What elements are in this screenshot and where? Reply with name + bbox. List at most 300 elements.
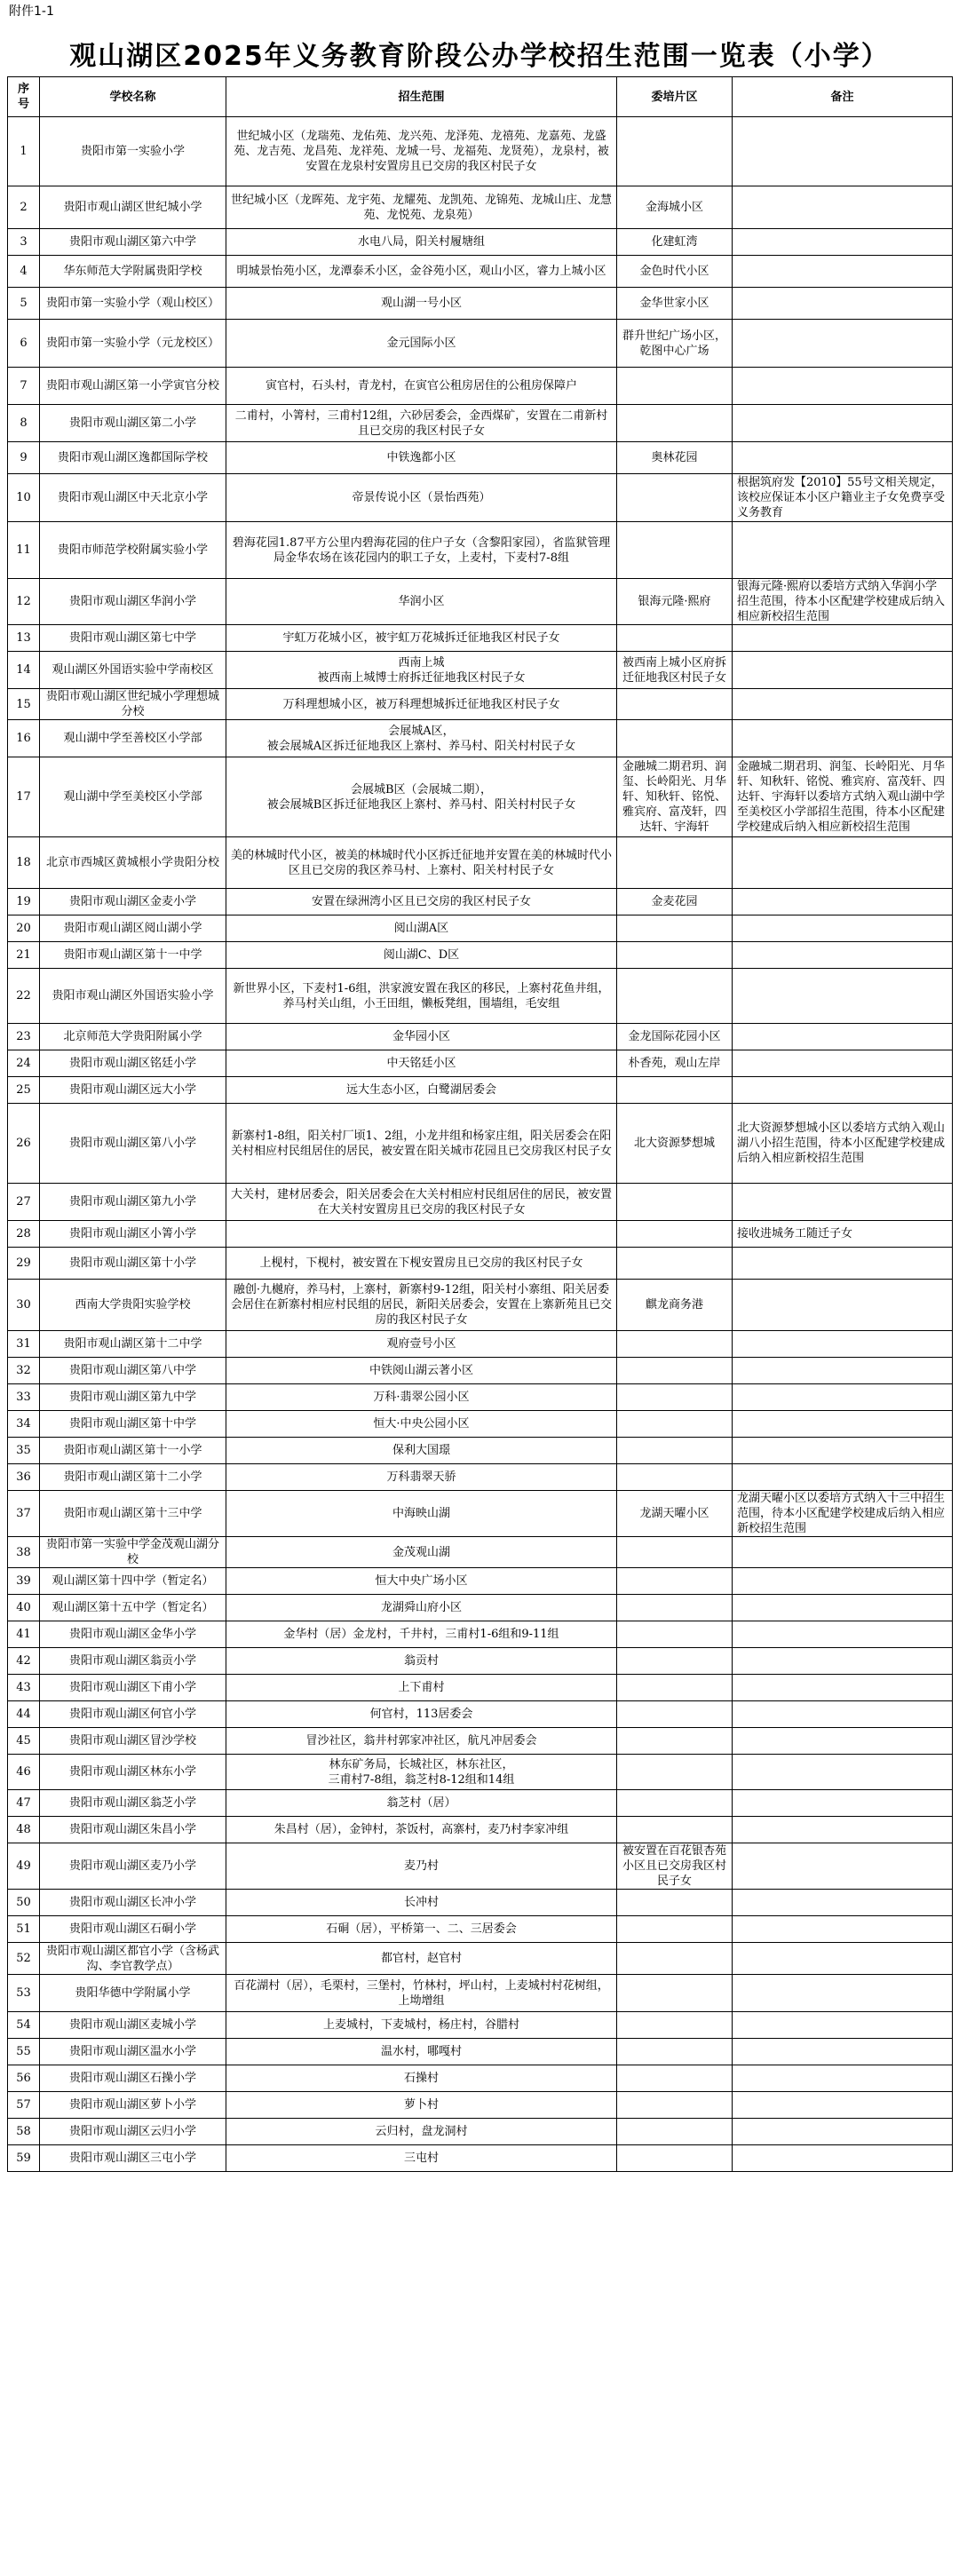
table-row xyxy=(8,1537,953,1568)
cell-area: 金麦花园 xyxy=(617,889,733,915)
cell-note xyxy=(733,1184,953,1221)
cell-note xyxy=(733,1464,953,1491)
cell-no: 11 xyxy=(8,522,40,579)
cell-school: 贵阳市观山湖区麦乃小学 xyxy=(40,1843,226,1890)
table-row xyxy=(8,368,953,405)
cell-area xyxy=(617,1755,733,1790)
cell-note xyxy=(733,1790,953,1817)
cell-scope: 金华园小区 xyxy=(226,1024,617,1050)
cell-school: 贵阳市第一实验中学金茂观山湖分校 xyxy=(40,1537,226,1568)
table-row xyxy=(8,2119,953,2145)
cell-note xyxy=(733,837,953,889)
table-row xyxy=(8,1384,953,1411)
cell-school: 贵阳市观山湖区金华小学 xyxy=(40,1621,226,1648)
cell-area xyxy=(617,1728,733,1755)
cell-school: 贵阳市观山湖区都官小学（含杨武沟、李官教学点） xyxy=(40,1943,226,1975)
cell-scope: 长冲村 xyxy=(226,1890,617,1916)
table-row xyxy=(8,1077,953,1104)
cell-note: 根据筑府发【2010】55号文相关规定，该校应保证本小区户籍业主子女免费享受义务教育 xyxy=(733,474,953,522)
table-row xyxy=(8,652,953,689)
table-row xyxy=(8,1331,953,1358)
cell-no: 41 xyxy=(8,1621,40,1648)
cell-note xyxy=(733,1621,953,1648)
cell-area xyxy=(617,1975,733,2012)
cell-note: 金融城二期君玥、润玺、长岭阳光、月华轩、知秋轩、铭悦、雅宾府、富茂轩、四达轩、宇海轩以委培方式纳入观山湖中学至美校区小学部招生范围，待本小区配建学校建成后纳入相应新校招生范围 xyxy=(733,757,953,837)
cell-scope: 石操村 xyxy=(226,2065,617,2092)
cell-school: 贵阳市观山湖区第八中学 xyxy=(40,1358,226,1384)
cell-scope: 观山湖一号小区 xyxy=(226,288,617,320)
cell-scope: 中铁阅山湖云著小区 xyxy=(226,1358,617,1384)
cell-note xyxy=(733,1024,953,1050)
cell-area xyxy=(617,2092,733,2119)
table-row xyxy=(8,1943,953,1975)
table-row xyxy=(8,1916,953,1943)
table-row xyxy=(8,579,953,625)
cell-scope: 万科·翡翠公园小区 xyxy=(226,1384,617,1411)
cell-note xyxy=(733,625,953,652)
cell-no: 9 xyxy=(8,442,40,474)
cell-area xyxy=(617,1648,733,1675)
cell-note xyxy=(733,1890,953,1916)
cell-scope: 西南上城 被西南上城博士府拆迁征地我区村民子女 xyxy=(226,652,617,689)
cell-note xyxy=(733,117,953,186)
cell-school: 贵阳市观山湖区第十二中学 xyxy=(40,1331,226,1358)
cell-no: 22 xyxy=(8,969,40,1024)
cell-school: 贵阳市观山湖区温水小学 xyxy=(40,2039,226,2065)
cell-area xyxy=(617,474,733,522)
cell-scope: 寅官村，石头村，青龙村，在寅官公租房居住的公租房保障户 xyxy=(226,368,617,405)
table-row xyxy=(8,1248,953,1280)
cell-area xyxy=(617,1331,733,1358)
cell-area xyxy=(617,1411,733,1438)
cell-note xyxy=(733,1280,953,1331)
table-row xyxy=(8,837,953,889)
cell-school: 贵阳市观山湖区萝卜小学 xyxy=(40,2092,226,2119)
cell-scope: 恒大·中央公园小区 xyxy=(226,1411,617,1438)
cell-school: 贵阳市观山湖区第十小学 xyxy=(40,1248,226,1280)
cell-scope: 帝景传说小区（景怡西苑） xyxy=(226,474,617,522)
table-row xyxy=(8,256,953,288)
cell-note xyxy=(733,969,953,1024)
cell-scope: 大关村，建材居委会，阳关居委会在大关村相应村民组居住的居民，被安置在大关村安置房且已交房的我区村民子女 xyxy=(226,1184,617,1221)
cell-school: 贵阳市观山湖区第一小学寅官分校 xyxy=(40,368,226,405)
cell-note xyxy=(733,652,953,689)
cell-area xyxy=(617,1790,733,1817)
cell-school: 贵阳市第一实验小学（观山校区） xyxy=(40,288,226,320)
cell-scope: 观府壹号小区 xyxy=(226,1331,617,1358)
cell-area xyxy=(617,1916,733,1943)
table-row xyxy=(8,1890,953,1916)
cell-no: 48 xyxy=(8,1817,40,1843)
table-row xyxy=(8,117,953,186)
cell-no: 27 xyxy=(8,1184,40,1221)
cell-area: 金海城小区 xyxy=(617,186,733,229)
cell-note xyxy=(733,1248,953,1280)
cell-area xyxy=(617,1595,733,1621)
cell-area xyxy=(617,1890,733,1916)
cell-area xyxy=(617,1943,733,1975)
cell-no: 54 xyxy=(8,2012,40,2039)
cell-no: 30 xyxy=(8,1280,40,1331)
cell-scope: 冒沙社区，翁井村郭家冲社区，航凡冲居委会 xyxy=(226,1728,617,1755)
cell-school: 观山湖中学至善校区小学部 xyxy=(40,720,226,757)
cell-note xyxy=(733,720,953,757)
cell-school: 贵阳市观山湖区第九小学 xyxy=(40,1184,226,1221)
cell-area: 奥林花园 xyxy=(617,442,733,474)
cell-area xyxy=(617,1384,733,1411)
cell-scope: 萝卜村 xyxy=(226,2092,617,2119)
cell-note xyxy=(733,2065,953,2092)
cell-no: 16 xyxy=(8,720,40,757)
cell-area xyxy=(617,1817,733,1843)
table-row xyxy=(8,288,953,320)
cell-school: 观山湖区第十四中学（暂定名） xyxy=(40,1568,226,1595)
cell-area xyxy=(617,1675,733,1701)
cell-note xyxy=(733,2012,953,2039)
cell-no: 51 xyxy=(8,1916,40,1943)
cell-area xyxy=(617,1184,733,1221)
cell-area xyxy=(617,2039,733,2065)
cell-no: 20 xyxy=(8,915,40,942)
table-row xyxy=(8,1184,953,1221)
cell-school: 贵阳市观山湖区朱昌小学 xyxy=(40,1817,226,1843)
cell-school: 贵阳市观山湖区世纪城小学 xyxy=(40,186,226,229)
cell-note xyxy=(733,1384,953,1411)
cell-area: 朴香苑，观山左岸 xyxy=(617,1050,733,1077)
cell-scope: 安置在绿洲湾小区且已交房的我区村民子女 xyxy=(226,889,617,915)
cell-no: 44 xyxy=(8,1701,40,1728)
cell-school: 北京师范大学贵阳附属小学 xyxy=(40,1024,226,1050)
cell-school: 贵阳市观山湖区第十三中学 xyxy=(40,1491,226,1537)
cell-scope: 新寨村1-8组，阳关村厂顷1、2组，小龙井组和杨家庄组，阳关居委会在阳关村相应村民组居住的居民，被安置在阳关城市花园且已交房我区村民子女 xyxy=(226,1104,617,1184)
cell-no: 56 xyxy=(8,2065,40,2092)
cell-school: 贵阳华德中学附属小学 xyxy=(40,1975,226,2012)
cell-no: 33 xyxy=(8,1384,40,1411)
table-row xyxy=(8,1675,953,1701)
cell-school: 贵阳市观山湖区第二小学 xyxy=(40,405,226,442)
cell-area xyxy=(617,117,733,186)
cell-school: 贵阳市观山湖区金麦小学 xyxy=(40,889,226,915)
cell-no: 39 xyxy=(8,1568,40,1595)
cell-note xyxy=(733,1438,953,1464)
table-row xyxy=(8,522,953,579)
table-row xyxy=(8,1491,953,1537)
cell-school: 贵阳市观山湖区第十一中学 xyxy=(40,942,226,969)
cell-area: 金华世家小区 xyxy=(617,288,733,320)
cell-school: 贵阳市观山湖区外国语实验小学 xyxy=(40,969,226,1024)
cell-no: 13 xyxy=(8,625,40,652)
cell-area xyxy=(617,368,733,405)
cell-note xyxy=(733,1358,953,1384)
cell-scope: 金华村（居）金龙村，千井村，三甫村1-6组和9-11组 xyxy=(226,1621,617,1648)
cell-scope: 保利大国璟 xyxy=(226,1438,617,1464)
cell-school: 贵阳市观山湖区第九中学 xyxy=(40,1384,226,1411)
cell-note xyxy=(733,1817,953,1843)
cell-note xyxy=(733,1568,953,1595)
cell-no: 35 xyxy=(8,1438,40,1464)
cell-area xyxy=(617,2119,733,2145)
cell-school: 观山湖区第十五中学（暂定名） xyxy=(40,1595,226,1621)
cell-school: 观山湖区外国语实验中学南校区 xyxy=(40,652,226,689)
cell-area: 金融城二期君玥、润玺、长岭阳光、月华轩、知秋轩、铭悦、雅宾府、富茂轩，四达轩、宇海轩 xyxy=(617,757,733,837)
table-row xyxy=(8,442,953,474)
table-row xyxy=(8,1104,953,1184)
table-row xyxy=(8,1975,953,2012)
cell-scope: 万科理想城小区，被万科理想城拆迁征地我区村民子女 xyxy=(226,689,617,720)
cell-no: 17 xyxy=(8,757,40,837)
cell-area xyxy=(617,689,733,720)
cell-no: 32 xyxy=(8,1358,40,1384)
cell-school: 贵阳市观山湖区中天北京小学 xyxy=(40,474,226,522)
cell-scope: 龙湖舜山府小区 xyxy=(226,1595,617,1621)
cell-no: 37 xyxy=(8,1491,40,1537)
cell-school: 贵阳市观山湖区逸都国际学校 xyxy=(40,442,226,474)
cell-note xyxy=(733,942,953,969)
table-row xyxy=(8,1648,953,1675)
cell-no: 15 xyxy=(8,689,40,720)
cell-no: 5 xyxy=(8,288,40,320)
table-row xyxy=(8,1817,953,1843)
table-row xyxy=(8,1358,953,1384)
cell-no: 1 xyxy=(8,117,40,186)
table-row xyxy=(8,2092,953,2119)
cell-note xyxy=(733,1843,953,1890)
cell-school: 贵阳市观山湖区林东小学 xyxy=(40,1755,226,1790)
cell-scope: 林东矿务局，长城社区，林东社区， 三甫村7-8组，翁芝村8-12组和14组 xyxy=(226,1755,617,1790)
cell-area xyxy=(617,1537,733,1568)
cell-school: 贵阳市观山湖区第六中学 xyxy=(40,229,226,256)
cell-scope: 恒大中央广场小区 xyxy=(226,1568,617,1595)
cell-note xyxy=(733,1411,953,1438)
cell-note: 龙湖天曜小区以委培方式纳入十三中招生范围，待本小区配建学校建成后纳入相应新校招生范围 xyxy=(733,1491,953,1537)
cell-area xyxy=(617,1568,733,1595)
cell-note xyxy=(733,442,953,474)
cell-school: 贵阳市观山湖区冒沙学校 xyxy=(40,1728,226,1755)
cell-note xyxy=(733,1648,953,1675)
cell-scope: 石硐（居），平桥第一、二、三居委会 xyxy=(226,1916,617,1943)
cell-area xyxy=(617,1438,733,1464)
cell-area xyxy=(617,720,733,757)
cell-note xyxy=(733,1728,953,1755)
table-row xyxy=(8,1595,953,1621)
cell-scope: 阅山湖A区 xyxy=(226,915,617,942)
cell-note xyxy=(733,186,953,229)
cell-scope: 融创·九樾府，养马村，上寨村，新寨村9-12组，阳关村小寨组、阳关居委会居住在新寨村相应村民组的居民，新阳关居委会，安置在上寨新苑且已交房的我区村民子女 xyxy=(226,1280,617,1331)
table-row xyxy=(8,915,953,942)
cell-school: 贵阳市观山湖区第十中学 xyxy=(40,1411,226,1438)
cell-scope: 新世界小区，下麦村1-6组，洪家渡安置在我区的移民，上寨村花鱼井组，养马村关山组，小王田组，懒板凳组，围墙组，毛安组 xyxy=(226,969,617,1024)
cell-scope: 万科翡翠天骄 xyxy=(226,1464,617,1491)
cell-no: 53 xyxy=(8,1975,40,2012)
cell-school: 贵阳市观山湖区第十一小学 xyxy=(40,1438,226,1464)
cell-area: 群升世纪广场小区，乾图中心广场 xyxy=(617,320,733,368)
table-row xyxy=(8,1755,953,1790)
cell-note xyxy=(733,689,953,720)
cell-scope: 会展城B区（会展城二期）， 被会展城B区拆迁征地我区上寨村、养马村、阳关村村民子女 xyxy=(226,757,617,837)
header-no: 序号 xyxy=(8,77,40,117)
table-row xyxy=(8,320,953,368)
table-row xyxy=(8,2039,953,2065)
cell-area xyxy=(617,1621,733,1648)
cell-scope: 中海映山湖 xyxy=(226,1491,617,1537)
cell-school: 贵阳市观山湖区下甫小学 xyxy=(40,1675,226,1701)
cell-scope: 朱昌村（居），金钟村，茶饭村，高寨村，麦乃村李家冲组 xyxy=(226,1817,617,1843)
cell-area xyxy=(617,915,733,942)
page-title: 观山湖区2025年义务教育阶段公办学校招生范围一览表（小学） xyxy=(69,41,890,72)
table-row xyxy=(8,405,953,442)
cell-note xyxy=(733,2092,953,2119)
cell-note xyxy=(733,2145,953,2172)
cell-no: 31 xyxy=(8,1331,40,1358)
cell-area: 化建虹湾 xyxy=(617,229,733,256)
cell-scope: 上枧村，下枧村，被安置在下枧安置房且已交房的我区村民子女 xyxy=(226,1248,617,1280)
cell-area xyxy=(617,969,733,1024)
table-row xyxy=(8,625,953,652)
cell-note xyxy=(733,1675,953,1701)
cell-area xyxy=(617,2012,733,2039)
cell-school: 贵阳市观山湖区远大小学 xyxy=(40,1077,226,1104)
table-row xyxy=(8,2065,953,2092)
cell-note xyxy=(733,2119,953,2145)
cell-no: 18 xyxy=(8,837,40,889)
cell-scope: 二甫村，小箐村，三甫村12组，六砂居委会，金西煤矿，安置在二甫新村且已交房的我区村民子女 xyxy=(226,405,617,442)
cell-no: 52 xyxy=(8,1943,40,1975)
cell-note xyxy=(733,1975,953,2012)
cell-scope: 云归村，盘龙洞村 xyxy=(226,2119,617,2145)
cell-area xyxy=(617,522,733,579)
cell-no: 4 xyxy=(8,256,40,288)
cell-scope: 都官村，赵官村 xyxy=(226,1943,617,1975)
table-row xyxy=(8,689,953,720)
cell-no: 25 xyxy=(8,1077,40,1104)
cell-school: 贵阳市观山湖区何官小学 xyxy=(40,1701,226,1728)
cell-scope: 世纪城小区（龙晖苑、龙宇苑、龙耀苑、龙凯苑、龙锦苑、龙城山庄、龙慧苑、龙悦苑、龙泉苑） xyxy=(226,186,617,229)
cell-note xyxy=(733,229,953,256)
table-row xyxy=(8,1843,953,1890)
table-row xyxy=(8,757,953,837)
cell-note xyxy=(733,915,953,942)
cell-scope: 阅山湖C、D区 xyxy=(226,942,617,969)
cell-school: 贵阳市观山湖区石操小学 xyxy=(40,2065,226,2092)
cell-school: 贵阳市观山湖区石硐小学 xyxy=(40,1916,226,1943)
cell-area: 金龙国际花园小区 xyxy=(617,1024,733,1050)
cell-area xyxy=(617,2145,733,2172)
table-row xyxy=(8,942,953,969)
cell-no: 23 xyxy=(8,1024,40,1050)
cell-note xyxy=(733,2039,953,2065)
admissions-table xyxy=(7,76,953,2172)
cell-no: 26 xyxy=(8,1104,40,1184)
cell-no: 2 xyxy=(8,186,40,229)
cell-no: 24 xyxy=(8,1050,40,1077)
cell-area: 金色时代小区 xyxy=(617,256,733,288)
table-body xyxy=(8,117,953,2172)
cell-school: 贵阳市观山湖区第十二小学 xyxy=(40,1464,226,1491)
cell-note xyxy=(733,256,953,288)
cell-no: 21 xyxy=(8,942,40,969)
cell-school: 贵阳市第一实验小学 xyxy=(40,117,226,186)
cell-no: 3 xyxy=(8,229,40,256)
cell-note xyxy=(733,1755,953,1790)
cell-scope: 麦乃村 xyxy=(226,1843,617,1890)
cell-scope: 世纪城小区（龙瑞苑、龙佑苑、龙兴苑、龙泽苑、龙禧苑、龙嘉苑、龙盛苑、龙吉苑、龙昌苑、龙祥苑、龙城一号、龙福苑、龙贤苑），龙泉村，被安置在龙泉村安置房且已交房的我区村民子女 xyxy=(226,117,617,186)
cell-school: 贵阳市观山湖区云归小学 xyxy=(40,2119,226,2145)
cell-no: 47 xyxy=(8,1790,40,1817)
cell-school: 观山湖中学至美校区小学部 xyxy=(40,757,226,837)
cell-area xyxy=(617,2065,733,2092)
cell-scope: 明城景怡苑小区，龙潭泰禾小区，金谷苑小区，观山小区，睿力上城小区 xyxy=(226,256,617,288)
cell-school: 华东师范大学附属贵阳学校 xyxy=(40,256,226,288)
cell-no: 6 xyxy=(8,320,40,368)
table-row xyxy=(8,1568,953,1595)
cell-area xyxy=(617,1358,733,1384)
cell-scope: 何官村，113居委会 xyxy=(226,1701,617,1728)
cell-no: 14 xyxy=(8,652,40,689)
cell-scope: 宇虹万花城小区，被宇虹万花城拆迁征地我区村民子女 xyxy=(226,625,617,652)
cell-school: 贵阳市观山湖区长冲小学 xyxy=(40,1890,226,1916)
cell-school: 贵阳市观山湖区阅山湖小学 xyxy=(40,915,226,942)
cell-school: 北京市西城区黄城根小学贵阳分校 xyxy=(40,837,226,889)
cell-scope: 碧海花园1.87平方公里内碧海花园的住户子女（含黎阳家园），省监狱管理局金华农场在该花园内的职工子女，上麦村，下麦村7-8组 xyxy=(226,522,617,579)
cell-no: 34 xyxy=(8,1411,40,1438)
cell-no: 12 xyxy=(8,579,40,625)
header-note: 备注 xyxy=(733,77,953,117)
cell-school: 西南大学贵阳实验学校 xyxy=(40,1280,226,1331)
table-row xyxy=(8,889,953,915)
cell-no: 42 xyxy=(8,1648,40,1675)
cell-note xyxy=(733,522,953,579)
cell-scope: 中铁逸都小区 xyxy=(226,442,617,474)
cell-area xyxy=(617,1221,733,1248)
cell-area: 银海元隆·熙府 xyxy=(617,579,733,625)
cell-scope: 金茂观山湖 xyxy=(226,1537,617,1568)
cell-scope: 上麦城村，下麦城村，杨庄村，谷腊村 xyxy=(226,2012,617,2039)
cell-scope: 中天铭廷小区 xyxy=(226,1050,617,1077)
table-row xyxy=(8,969,953,1024)
table-row xyxy=(8,1050,953,1077)
cell-school: 贵阳市师范学校附属实验小学 xyxy=(40,522,226,579)
cell-school: 贵阳市观山湖区华润小学 xyxy=(40,579,226,625)
table-row xyxy=(8,1728,953,1755)
cell-note: 北大资源梦想城小区以委培方式纳入观山湖八小招生范围，待本小区配建学校建成后纳入相应新校招生范围 xyxy=(733,1104,953,1184)
cell-area xyxy=(617,1464,733,1491)
header-area: 委培片区 xyxy=(617,77,733,117)
cell-no: 8 xyxy=(8,405,40,442)
table-row xyxy=(8,1701,953,1728)
cell-no: 46 xyxy=(8,1755,40,1790)
cell-scope: 百花湖村（居），毛栗村，三堡村，竹林村，坪山村，上麦城村村花树组，上坳增组 xyxy=(226,1975,617,2012)
table-header-row xyxy=(8,77,953,117)
cell-school: 贵阳市观山湖区铭廷小学 xyxy=(40,1050,226,1077)
cell-no: 59 xyxy=(8,2145,40,2172)
cell-no: 43 xyxy=(8,1675,40,1701)
cell-no: 36 xyxy=(8,1464,40,1491)
table-row xyxy=(8,1024,953,1050)
cell-note xyxy=(733,1331,953,1358)
cell-area xyxy=(617,1701,733,1728)
cell-note: 接收进城务工随迁子女 xyxy=(733,1221,953,1248)
cell-no: 57 xyxy=(8,2092,40,2119)
table-row xyxy=(8,1438,953,1464)
cell-no: 7 xyxy=(8,368,40,405)
cell-area: 被安置在百花银杏苑小区且已交房我区村民子女 xyxy=(617,1843,733,1890)
cell-note xyxy=(733,1077,953,1104)
cell-note: 银海元隆·熙府以委培方式纳入华润小学招生范围，待本小区配建学校建成后纳入相应新校招生范围 xyxy=(733,579,953,625)
table-row xyxy=(8,186,953,229)
cell-note xyxy=(733,889,953,915)
cell-area: 麒龙商务港 xyxy=(617,1280,733,1331)
header-scope: 招生范围 xyxy=(226,77,617,117)
